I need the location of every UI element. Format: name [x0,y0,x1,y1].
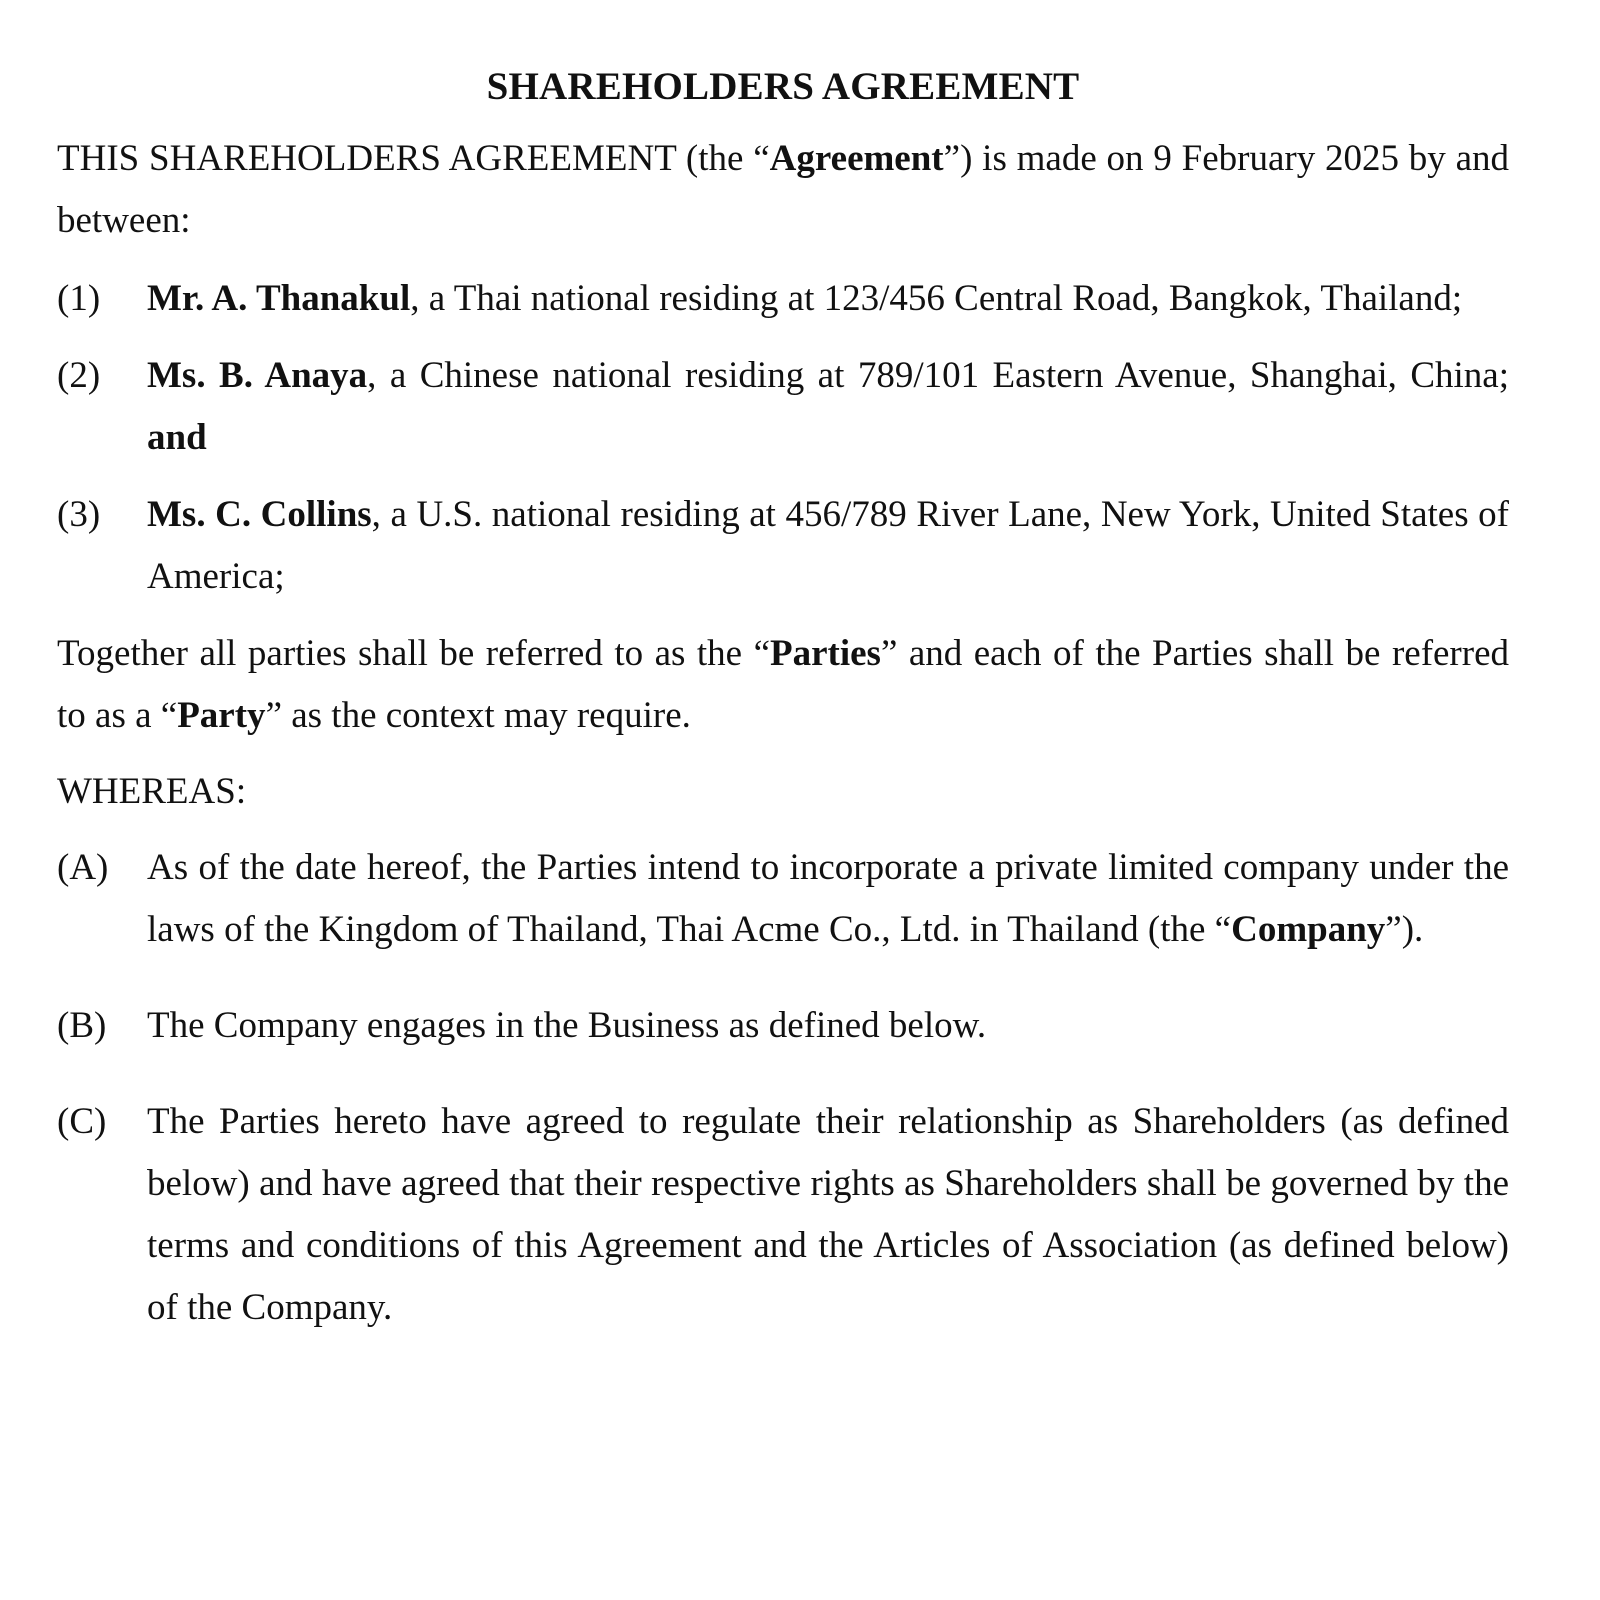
together-text-1: Together all parties shall be referred to as the “ [57,633,770,674]
party-number: (3) [57,494,101,535]
party-details: , a Chinese national residing at 789/101 Eastern Avenue, Shanghai, China; [367,355,1509,396]
together-text-3: ” as the context may require. [265,695,691,736]
party-name: Ms. C. Collins [147,494,372,535]
party-number: (1) [57,278,101,319]
party-number: (2) [57,355,101,396]
together-text-2: ” and each of the Parties shall be referred to as a “ [57,633,1509,736]
party-details: , a U.S. national residing at 456/789 River Lane, New York, United States of America; [147,494,1509,597]
defined-term-party: Party [177,695,266,736]
party-item-2 [57,345,1509,469]
recital-item-b [57,995,1509,1057]
defined-term-parties: Parties [770,633,881,674]
defined-term-agreement: Agreement [769,138,944,179]
recital-item-c [57,1091,1509,1339]
document-title: SHAREHOLDERS AGREEMENT [486,65,1080,108]
party-name: Mr. A. Thanakul [147,278,411,319]
recital-text: The Parties hereto have agreed to regulate their relationship as Shareholders (as defined below) and have agreed that their respective rights as Shareholders shall be governed by the terms and conditions of this Agreement and the Articles of Association (as defined below) of the Company. [147,1101,1509,1328]
recital-letter: (B) [57,1005,107,1046]
recital-letter: (A) [57,847,109,888]
party-details: , a Thai national residing at 123/456 Central Road, Bangkok, Thailand; [410,278,1463,319]
agreement-body [57,58,1509,1373]
parties-definition-paragraph [57,623,1509,747]
recital-item-a [57,837,1509,961]
intro-prefix: THIS SHAREHOLDERS AGREEMENT (the “ [57,138,770,179]
recital-text: As of the date hereof, the Parties intend to incorporate a private limited company under the laws of the Kingdom of Thailand, Thai Acme Co., Ltd. in Thailand (the “ [147,847,1509,950]
whereas-heading: WHEREAS: [57,771,247,812]
party-name: Ms. B. Anaya [147,355,368,396]
recital-text: The Company engages in the Business as defined below. [147,1005,987,1046]
recital-letter: (C) [57,1101,107,1142]
party-item-3 [57,484,1509,608]
defined-term-company: Company [1231,909,1386,950]
intro-suffix: ”) is made on 9 February 2025 by and between: [57,138,1509,241]
intro-paragraph [57,128,1509,252]
recital-suffix: ”). [1385,909,1424,950]
party-item-1 [57,268,1509,330]
party-conjunction: and [147,417,207,458]
